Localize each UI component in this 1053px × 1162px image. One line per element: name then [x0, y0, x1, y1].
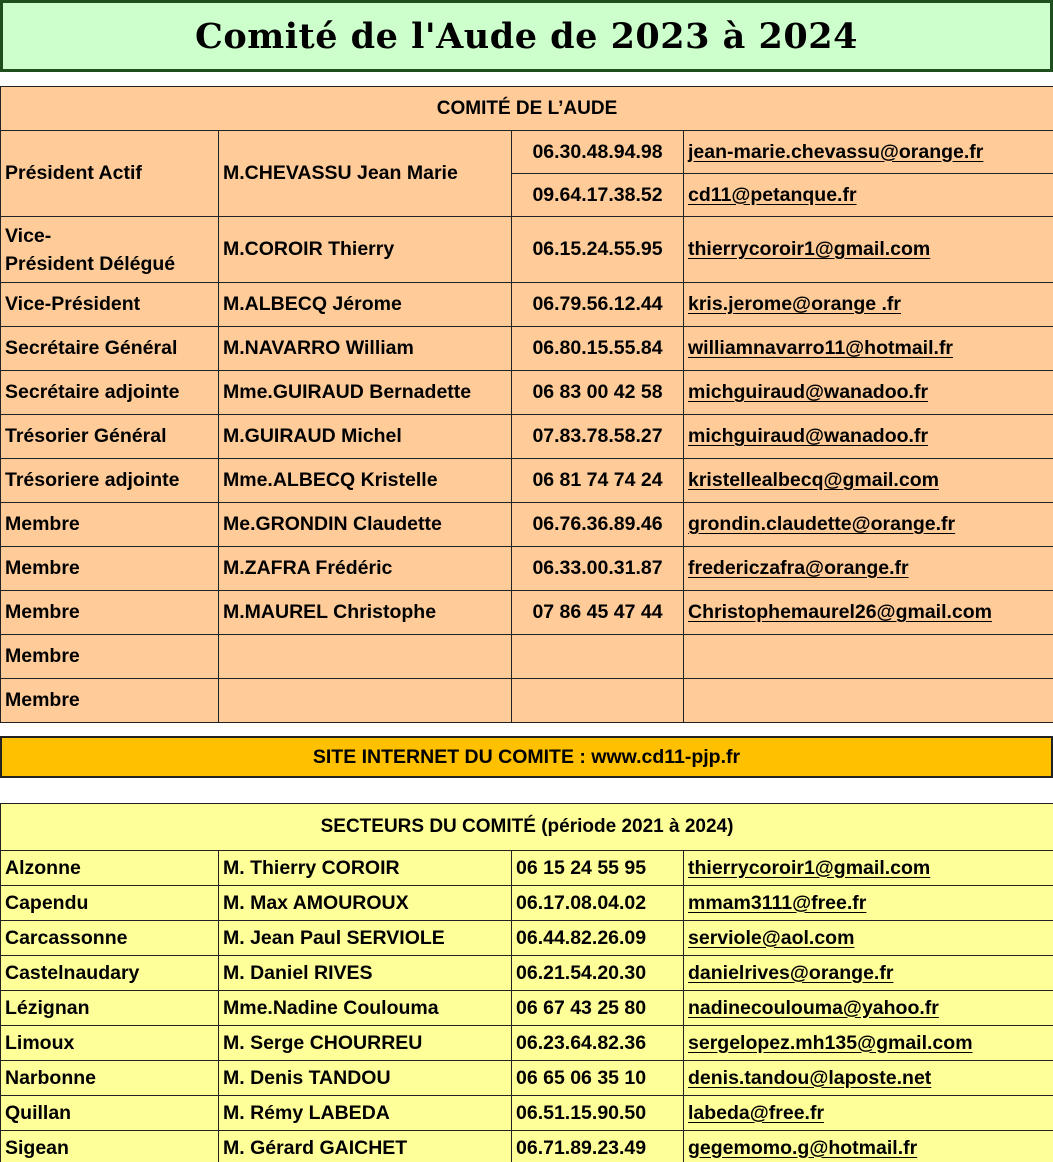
name-cell — [219, 679, 512, 723]
name-cell: M.ZAFRA Frédéric — [219, 547, 512, 591]
email-link[interactable]: grondin.claudette@orange.fr — [684, 503, 1053, 547]
committee-row — [1, 635, 1053, 679]
name-cell: M.MAUREL Christophe — [219, 591, 512, 635]
phone-cell — [512, 679, 684, 723]
name-cell: M. Gérard GAICHET — [219, 1131, 512, 1162]
email-link[interactable]: michguiraud@wanadoo.fr — [684, 415, 1053, 459]
phone-cell: 06.80.15.55.84 — [512, 327, 684, 371]
name-cell: M.COROIR Thierry — [219, 217, 512, 283]
phone-cell: 06 15 24 55 95 — [512, 851, 684, 886]
email-link[interactable]: kristellealbecq@gmail.com — [684, 459, 1053, 503]
phone-cell: 06 65 06 35 10 — [512, 1061, 684, 1096]
committee-row — [1, 371, 1053, 415]
sectors-header: SECTEURS DU COMITÉ (période 2021 à 2024) — [1, 804, 1053, 851]
name-cell: M.GUIRAUD Michel — [219, 415, 512, 459]
sector-cell: Sigean — [1, 1131, 219, 1162]
role-cell: Trésoriere adjointe — [1, 459, 219, 503]
name-cell: M.NAVARRO William — [219, 327, 512, 371]
role-cell: Membre — [1, 591, 219, 635]
sector-cell: Castelnaudary — [1, 956, 219, 991]
phone-cell: 06.30.48.94.98 — [512, 131, 684, 174]
email-link[interactable] — [684, 679, 1053, 723]
phone-cell: 06.76.36.89.46 — [512, 503, 684, 547]
sector-cell: Quillan — [1, 1096, 219, 1131]
sector-cell: Narbonne — [1, 1061, 219, 1096]
phone-cell: 06 83 00 42 58 — [512, 371, 684, 415]
role-cell: Membre — [1, 635, 219, 679]
email-link[interactable]: nadinecoulouma@yahoo.fr — [684, 991, 1053, 1026]
sector-row — [1, 921, 1053, 956]
phone-cell: 06 81 74 74 24 — [512, 459, 684, 503]
sector-cell: Limoux — [1, 1026, 219, 1061]
phone-cell: 06 67 43 25 80 — [512, 991, 684, 1026]
role-cell: Président Actif — [1, 131, 219, 217]
page-title: Comité de l'Aude de 2023 à 2024 — [195, 15, 858, 57]
sector-row — [1, 1131, 1053, 1162]
phone-cell: 06.44.82.26.09 — [512, 921, 684, 956]
name-cell: M. Daniel RIVES — [219, 956, 512, 991]
committee-row — [1, 547, 1053, 591]
committee-row — [1, 283, 1053, 327]
sector-cell: Carcassonne — [1, 921, 219, 956]
phone-cell — [512, 635, 684, 679]
sector-row — [1, 991, 1053, 1026]
phone-cell: 07 86 45 47 44 — [512, 591, 684, 635]
committee-header: COMITÉ DE L’AUDE — [1, 87, 1053, 131]
sectors-table — [0, 803, 1053, 1162]
email-link[interactable]: fredericzafra@orange.fr — [684, 547, 1053, 591]
phone-cell: 06.23.64.82.36 — [512, 1026, 684, 1061]
email-link[interactable]: sergelopez.mh135@gmail.com — [684, 1026, 1053, 1061]
email-link[interactable] — [684, 635, 1053, 679]
name-cell: Mme.Nadine Coulouma — [219, 991, 512, 1026]
email-link[interactable]: serviole@aol.com — [684, 921, 1053, 956]
role-cell: Membre — [1, 679, 219, 723]
phone-cell: 06.79.56.12.44 — [512, 283, 684, 327]
role-cell: Membre — [1, 503, 219, 547]
name-cell: Mme.GUIRAUD Bernadette — [219, 371, 512, 415]
email-link[interactable]: kris.jerome@orange .fr — [684, 283, 1053, 327]
phone-cell: 07.83.78.58.27 — [512, 415, 684, 459]
email-link[interactable]: thierrycoroir1@gmail.com — [684, 851, 1053, 886]
sector-row — [1, 886, 1053, 921]
email-link[interactable]: gegemomo.g@hotmail.fr — [684, 1131, 1053, 1162]
phone-cell: 09.64.17.38.52 — [512, 174, 684, 217]
website-banner — [0, 736, 1053, 778]
sector-row — [1, 1026, 1053, 1061]
name-cell — [219, 635, 512, 679]
sector-cell: Capendu — [1, 886, 219, 921]
phone-cell: 06.17.08.04.02 — [512, 886, 684, 921]
committee-table — [0, 86, 1053, 723]
email-link[interactable]: williamnavarro11@hotmail.fr — [684, 327, 1053, 371]
sector-row — [1, 1096, 1053, 1131]
committee-row — [1, 459, 1053, 503]
committee-row — [1, 503, 1053, 547]
name-cell: Mme.ALBECQ Kristelle — [219, 459, 512, 503]
email-link[interactable]: thierrycoroir1@gmail.com — [684, 217, 1053, 283]
sector-row — [1, 956, 1053, 991]
email-link[interactable]: Christophemaurel26@gmail.com — [684, 591, 1053, 635]
sector-row — [1, 1061, 1053, 1096]
name-cell: M.ALBECQ Jérome — [219, 283, 512, 327]
phone-cell: 06.15.24.55.95 — [512, 217, 684, 283]
role-cell: Membre — [1, 547, 219, 591]
role-cell: Secrétaire Général — [1, 327, 219, 371]
committee-row — [1, 679, 1053, 723]
phone-cell: 06.51.15.90.50 — [512, 1096, 684, 1131]
name-cell: M. Denis TANDOU — [219, 1061, 512, 1096]
phone-cell: 06.71.89.23.49 — [512, 1131, 684, 1162]
name-cell: M. Serge CHOURREU — [219, 1026, 512, 1061]
role-cell: Vice-Président — [1, 283, 219, 327]
name-cell: Me.GRONDIN Claudette — [219, 503, 512, 547]
email-link[interactable]: cd11@petanque.fr — [684, 174, 1053, 217]
sector-row — [1, 851, 1053, 886]
email-link[interactable]: labeda@free.fr — [684, 1096, 1053, 1131]
email-link[interactable]: danielrives@orange.fr — [684, 956, 1053, 991]
name-cell: M.CHEVASSU Jean Marie — [219, 131, 512, 217]
email-link[interactable]: mmam3111@free.fr — [684, 886, 1053, 921]
role-cell: Trésorier Général — [1, 415, 219, 459]
website-text: SITE INTERNET DU COMITE : www.cd11-pjp.fr — [312, 745, 741, 768]
name-cell: M. Rémy LABEDA — [219, 1096, 512, 1131]
phone-cell: 06.21.54.20.30 — [512, 956, 684, 991]
name-cell: M. Max AMOUROUX — [219, 886, 512, 921]
sector-cell: Alzonne — [1, 851, 219, 886]
phone-cell: 06.33.00.31.87 — [512, 547, 684, 591]
committee-row — [1, 591, 1053, 635]
title-banner — [0, 0, 1053, 72]
sector-cell: Lézignan — [1, 991, 219, 1026]
email-link[interactable]: jean-marie.chevassu@orange.fr — [684, 131, 1053, 174]
role-cell: Vice- Président Délégué — [1, 217, 219, 283]
name-cell: M. Thierry COROIR — [219, 851, 512, 886]
email-link[interactable]: denis.tandou@laposte.net — [684, 1061, 1053, 1096]
email-link[interactable]: michguiraud@wanadoo.fr — [684, 371, 1053, 415]
committee-row — [1, 415, 1053, 459]
committee-row — [1, 327, 1053, 371]
role-cell: Secrétaire adjointe — [1, 371, 219, 415]
name-cell: M. Jean Paul SERVIOLE — [219, 921, 512, 956]
